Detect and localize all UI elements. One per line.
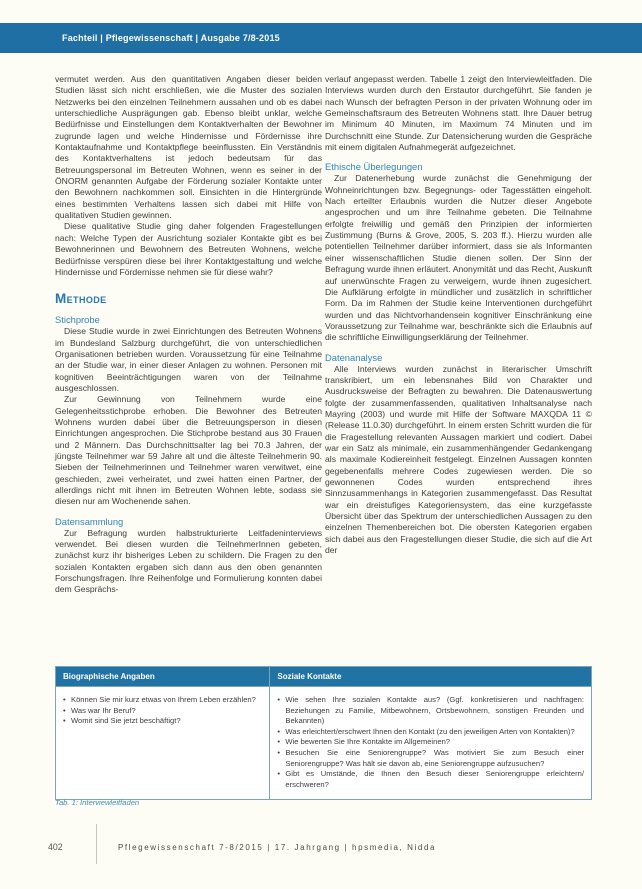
question-item: • Was war Ihr Beruf? bbox=[63, 706, 262, 717]
paragraph: Zur Gewinnung von Teilnehmern wurde eine Gelegenheitsstichprobe erhoben. Die Bewohner des Betreuten Wohnens wurden dabei über die Betreuungsperson in diesen Einrichtungen angesprochen. Die Stichprobe bestand aus 30 Frauen und 2 Männern. Das Durchschnittsalter lag bei 70.3 Jahren, der jüngste Teilnehmer war 59 Jahre alt und die älteste Teilnehmerin 90. Sieben der Teilnehmerinnen und Teilnehmer waren verwitwet, eine geschieden, zwei verheiratet, und zwei hatten einen Partner, der allerdings nicht mit ihnen im Betreuten Wohnen lebte, sodass sie diesen nur am Wochenende sahen. bbox=[55, 394, 322, 507]
question-item: • Womit sind Sie jetzt beschäftigt? bbox=[63, 716, 262, 727]
header-bar-text: Fachteil | Pflegewissenschaft | Ausgabe 7/8-2015 bbox=[62, 33, 280, 43]
question-item: • Besuchen Sie eine Seniorengruppe? Was motiviert Sie zum Besuch einer Seniorengruppe? Was hält sie davon ab, eine Seniorengruppe aufzusuchen? bbox=[277, 748, 584, 769]
question-item: • Gibt es Umstände, die Ihnen den Besuch dieser Seniorengruppe erleichtern/ erschweren? bbox=[277, 769, 584, 790]
question-item: • Wie sehen Ihre sozialen Kontakte aus? (Ggf. konkretisieren und nachfragen: Beziehungen zu Familie, Mitbewohnern, Ortsbewohnern, sonstigen Freunden und Bekannten) bbox=[277, 695, 584, 727]
subsection-heading-datensammlung: Datensammlung bbox=[55, 515, 124, 527]
footer-divider bbox=[96, 824, 97, 864]
paragraph: Alle Interviews wurden zunächst in literarischer Umschrift transkribiert, um ein lebensnahes Bild von Charakter und Ausdrucksweise der Befragten zu bewahren. Die Datenauswertung folgte der zusammenfassenden, qualitativen Inhaltsanalyse nach Mayring (2003) und wurde mit Hilfe der Software MAXQDA 11 © (Release 11.0.30) durchgeführt. In einem ersten Schritt wurden die für die Fragestellung relevanten Aussagen markiert und codiert. Dabei war ein Satz als minimale, ein zusammenhängender Gedankengang als maximale Kodiereinheit festgelegt. Einzelnen Aussagen konnten gegebenenfalls mehrere Codes zugewiesen werden. Die so gewonnenen Codes wurden entsprechend ihres Sinnzusammenhangs in Kategorien zusammengefasst. Das Resultat war ein dreistufiges Kategoriensystem, das eine kurzgefasste Übersicht über das Spektrum der unterschiedlichen Aussagen zu den einzelnen Themenbereichen bot. Die obersten Kategorien ergaben sich dabei aus den Fragestellungen dieser Studie, die sich auf die Art der bbox=[325, 363, 592, 556]
interview-guide-table bbox=[55, 666, 592, 800]
table-cell-biographische bbox=[56, 687, 270, 800]
paragraph: Diese Studie wurde in zwei Einrichtungen des Betreuten Wohnens im Bundesland Salzburg durchgeführt, die von unterschiedlichen Organisationen betrieben wurden. Voraussetzung für eine Teilnahme an der Studie war, in einer dieser Anlagen zu wohnen. Personen mit kognitiven Beeinträchtigungen waren von der Teilnahme ausgeschlossen. bbox=[55, 326, 322, 393]
table-header-cell-biographische: Biographische Angaben bbox=[56, 667, 270, 687]
interview-guide-table-wrap bbox=[55, 666, 592, 800]
journal-header-bar bbox=[0, 23, 642, 53]
paragraph: vermutet werden. Aus den quantitativen Angaben dieser beiden Studien lässt sich nicht erschließen, wie die Muster des sozialen Netzwerks bei den einzelnen Teilnehmern aussahen und ob es dabei unterschiedliche Ausprägungen gab. Ebenso bleibt unklar, welche Bedürfnisse und Einstellungen dem Kontaktverhalten der Bewohner zugrunde lagen und welche Hindernisse und Fördernisse ihre Kontaktaufnahme und Kontaktpflege beeinflussten. Ein Verständnis des Kontaktverhaltens ist jedoch bedeutsam für das Betreuungspersonal im Betreuten Wohnen, wenn es seiner in der ÖNORM genannten Aufgabe der Förderung sozialer Kontakte unter den Bewohnern nachkommen soll. Einsichten in die Hintergründe eines bestimmten Verhaltens lassen sich dabei mit Hilfe von qualitativen Studien gewinnen. bbox=[55, 74, 322, 221]
paragraph: Diese qualitative Studie ging daher folgenden Fragestellungen nach: Welche Typen der Ausrichtung sozialer Kontakte gibt es bei Bewohnerinnen und Bewohnern des Betreuten Wohnens, welche Bedürfnisse verspüren diese bei ihrer Kontaktgestaltung und welche Hindernisse und Fördernisse nehmen sie für diese wahr? bbox=[55, 221, 322, 277]
subsection-heading-ethische-ueberlegungen: Ethische Überlegungen bbox=[325, 161, 423, 173]
table-header-row bbox=[56, 667, 592, 687]
paragraph: verlauf angepasst werden. Tabelle 1 zeigt den Interviewleitfaden. Die Interviews wurden durch den Erstautor durchgeführt. Sie fanden je nach Wunsch der befragten Person in der privaten Wohnung oder im Gemeinschaftsraum des Betreuten Wohnens statt. Ihre Dauer betrug im Minimum 40 Minuten, im Maximum 74 Minuten und im Durchschnitt eine Stunde. Zur Datensicherung wurden die Gespräche mit einem digitalen Aufnahmegerät aufgezeichnet. bbox=[325, 74, 592, 153]
question-item: • Was erleichtert/erschwert Ihnen den Kontakt (zu den jeweiligen Arten von Kontakten)? bbox=[277, 727, 584, 738]
right-column bbox=[325, 74, 592, 556]
left-column bbox=[55, 74, 322, 596]
paragraph: Zur Datenerhebung wurde zunächst die Genehmigung der Wohneinrichtungen bzw. Begegnungs- oder Tagesstätten eingeholt. Nach erteilter Erlaubnis wurden die Nutzer dieser Angebote angesprochen und um ihre Teilnahme gebeten. Die Teilnahme erfolgte freiwillig und gemäß den Prinzipien der informierten Zustimmung (Burns & Grove, 2005, S. 203 ff.). Hierzu wurden alle potentiellen Teilnehmer darüber informiert, dass sie als Informanten einer wissenschaftlichen Studie dienen sollen. Der Sinn der Befragung wurde ihnen erläutert. Anonymität und das Recht, Auskunft auf unerwünschte Fragen zu verweigern, wurde ihnen zugesichert. Die Aufklärung erfolgte in mündlicher und zusätzlich in schriftlicher Form. Da im Rahmen der Studie keine Interventionen durchgeführt wurden und das Nichtvorhandensein kognitiver Einschränkung eine Voraussetzung zur Teilnahme war, beschränkte sich die Erlaubnis auf die schriftliche Einwilligungserklärung der Teilnehmer. bbox=[325, 173, 592, 343]
section-heading-methode: Methode bbox=[55, 291, 107, 307]
question-list-soziale bbox=[277, 695, 584, 790]
table-cell-soziale bbox=[270, 687, 592, 800]
page-number: 402 bbox=[48, 842, 63, 852]
question-list-biographische bbox=[63, 695, 262, 727]
table-caption: Tab. 1: Interviewleitfaden bbox=[55, 798, 140, 807]
subsection-heading-stichprobe: Stichprobe bbox=[55, 314, 100, 326]
question-item: • Können Sie mir kurz etwas von Ihrem Leben erzählen? bbox=[63, 695, 262, 706]
subsection-heading-datenanalyse: Datenanalyse bbox=[325, 351, 383, 363]
footer-journal-line: Pflegewissenschaft 7-8/2015 | 17. Jahrgang | hpsmedia, Nidda bbox=[118, 843, 437, 852]
table-body-row bbox=[56, 687, 592, 800]
question-item: • Wie bewerten Sie Ihre Kontakte im Allgemeinen? bbox=[277, 737, 584, 748]
table-header-cell-soziale: Soziale Kontakte bbox=[270, 667, 592, 687]
paragraph: Zur Befragung wurden halbstrukturierte Leitfadeninterviews verwendet. Bei diesen wurden die TeilnehmerInnen gebeten, zunächst kurz ihr bisheriges Leben zu schildern. Die Fragen zu den sozialen Kontakten ergaben sich dann aus den oben genannten Forschungsfragen. Ihre Reihenfolge und Formulierung konnten dabei dem Gesprächs- bbox=[55, 527, 322, 595]
